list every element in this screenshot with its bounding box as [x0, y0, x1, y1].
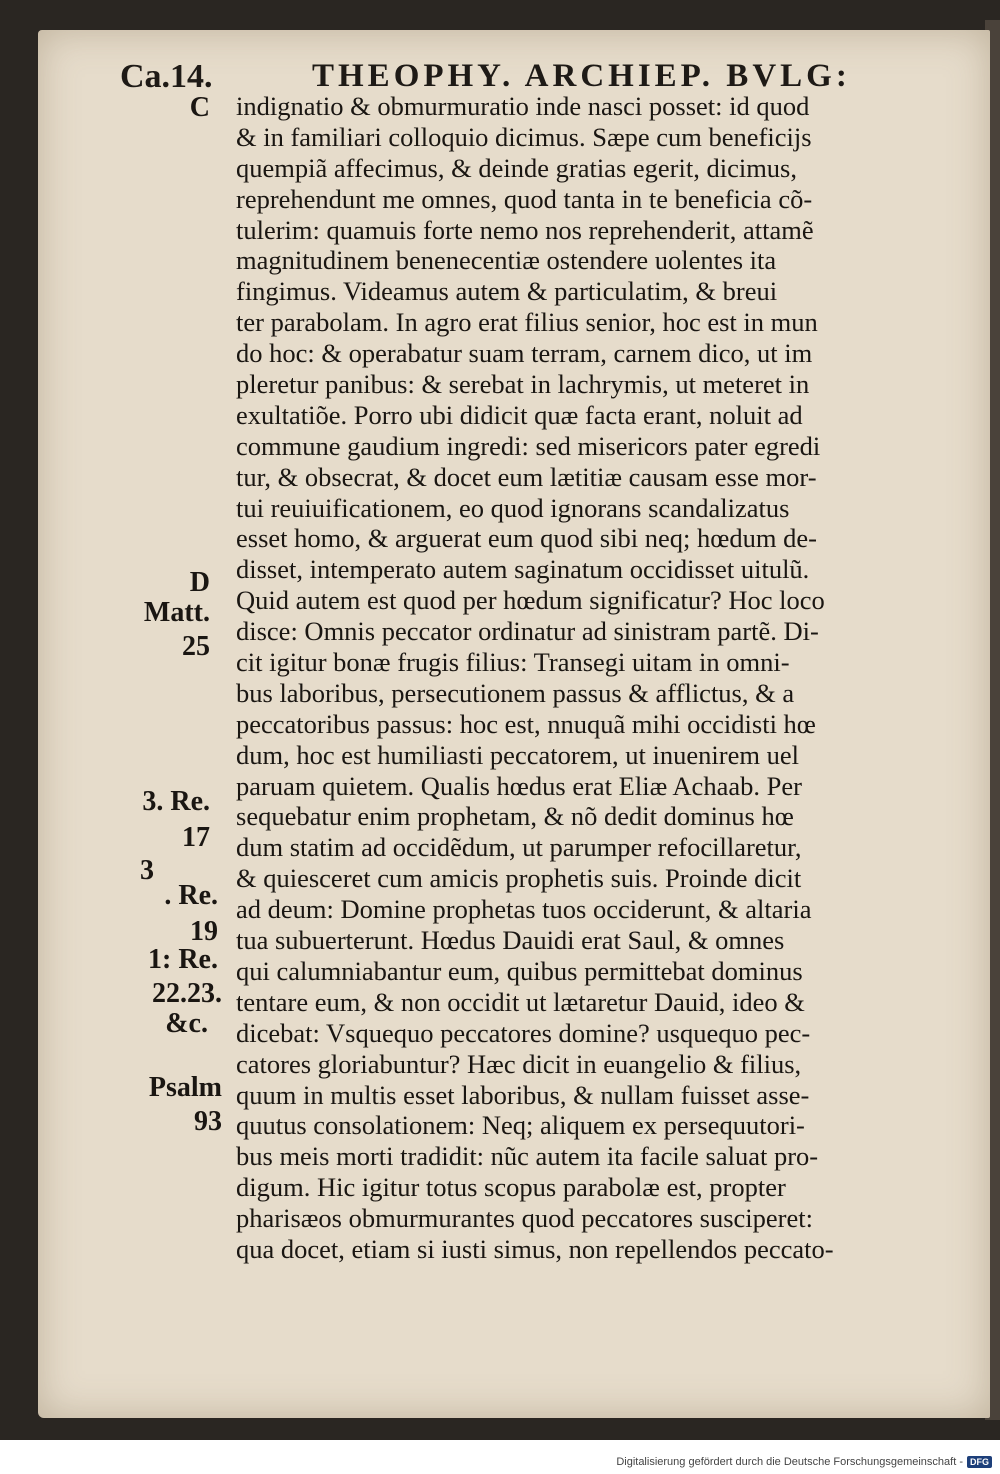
chapter-heading: Ca.14. [120, 58, 213, 95]
margin-note-ref: Matt. [143, 597, 210, 628]
margin-note-ref: 3. Re. [142, 786, 210, 817]
text-line: quempiã affecimus, & deinde gratias egerit, dicimus, [236, 152, 797, 183]
text-line: quum in multis esset laboribus, & nullam fuisset asse- [236, 1079, 810, 1110]
text-line: digum. Hic igitur totus scopus parabolæ est, propter [236, 1172, 786, 1203]
text-line: & quiesceret cum amicis prophetis suis. Proinde dicit [236, 863, 802, 894]
text-line: quutus consolationem: Neq; aliquem ex persequutori- [236, 1110, 805, 1141]
digitization-credit [616, 1456, 992, 1468]
text-line: Quid autem est quod per hœdum significatur? Hoc loco [236, 585, 825, 616]
margin-note-ref: Psalm [148, 1072, 222, 1103]
margin-note-ref: 19 [190, 916, 218, 947]
text-line: pharisæos obmurmurantes quod peccatores susciperet: [236, 1203, 813, 1234]
margin-note-ref: &c. [165, 1008, 208, 1039]
text-line: paruam quietem. Qualis hœdus erat Eliæ Achaab. Per [236, 770, 802, 801]
margin-note-ref: 93 [194, 1106, 222, 1137]
text-line: fingimus. Videamus autem & particulatim, & breui [236, 276, 778, 307]
margin-note-ref: . Re. [164, 880, 218, 911]
text-line: exultatiõe. Porro ubi didicit quæ facta erant, noluit ad [236, 399, 803, 430]
text-line: cit igitur bonæ frugis filius: Transegi uitam in omni- [236, 647, 790, 678]
body-text [236, 91, 956, 1265]
margin-note-ref: 3 [140, 855, 154, 886]
text-line: commune gaudium ingredi: sed misericors pater egredi [236, 430, 821, 461]
text-line: tui reuiuificationem, eo quod ignorans scandalizatus [236, 492, 790, 523]
running-title: THEOPHY. ARCHIEP. BVLG: [312, 58, 851, 94]
margin-note-ref: 22.23. [152, 978, 222, 1009]
text-line: & in familiari colloquio dicimus. Sæpe cum beneficijs [236, 121, 812, 152]
text-line: tentare eum, & non occidit ut lætaretur Dauid, ideo & [236, 986, 805, 1017]
text-line: disce: Omnis peccator ordinatur ad sinistram partẽ. Di- [236, 616, 819, 647]
dfg-logo: DFG [967, 1456, 992, 1468]
margin-note-section-d: D [189, 567, 210, 598]
margin-note-ref: 1: Re. [148, 944, 218, 975]
text-line: do hoc: & operabatur suam terram, carnem dico, ut im [236, 338, 813, 369]
text-line: qui calumniabantur eum, quibus permittebat dominus [236, 955, 803, 986]
text-line: sequebatur enim prophetam, & nõ dedit dominus hœ [236, 801, 794, 832]
text-line: tur, & obsecrat, & docet eum lætitiæ causam esse mor- [236, 461, 817, 492]
text-line: tua subuerterunt. Hœdus Dauidi erat Saul, & omnes [236, 925, 785, 956]
text-line: peccatoribus passus: hoc est, nnuquã mihi occidisti hœ [236, 708, 816, 739]
text-line: indignatio & obmurmuratio inde nasci posset: id quod [236, 91, 810, 121]
text-line: dum, hoc est humiliasti peccatorem, ut inuenirem uel [236, 739, 799, 770]
text-line: qua docet, etiam si iusti simus, non repellendos peccato- [236, 1233, 834, 1264]
margin-note-ref: 25 [182, 631, 210, 662]
text-line: esset homo, & arguerat eum quod sibi neq; hœdum de- [236, 523, 817, 554]
text-line: reprehendunt me omnes, quod tanta in te beneficia cõ- [236, 183, 813, 214]
text-line: dicebat: Vsquequo peccatores domine? usquequo pec- [236, 1017, 811, 1048]
text-line: tulerim: quamuis forte nemo nos reprehenderit, attamẽ [236, 214, 814, 245]
text-line: dum statim ad occidẽdum, ut parumper refocillaretur, [236, 832, 802, 863]
credit-text: Digitalisierung gefördert durch die Deutsche Forschungsgemeinschaft - [616, 1456, 963, 1468]
margin-note-ref: 17 [182, 822, 210, 853]
text-line: disset, intemperato autem saginatum occidisset uitulũ. [236, 554, 810, 585]
text-line: ter parabolam. In agro erat filius senior, hoc est in mun [236, 307, 818, 338]
text-line: bus meis morti tradidit: nũc autem ita facile saluat pro- [236, 1141, 819, 1172]
text-line: pleretur panibus: & serebat in lachrymis, ut meteret in [236, 369, 810, 400]
margin-note-section-c: C [189, 92, 210, 123]
text-line: ad deum: Domine prophetas tuos occiderunt, & altaria [236, 894, 812, 925]
text-line: bus laboribus, persecutionem passus & afflictus, & a [236, 677, 795, 708]
text-line: magnitudinem benenecentiæ ostendere uolentes ita [236, 245, 777, 276]
text-line: catores gloriabuntur? Hæc dicit in euangelio & filius, [236, 1048, 802, 1079]
